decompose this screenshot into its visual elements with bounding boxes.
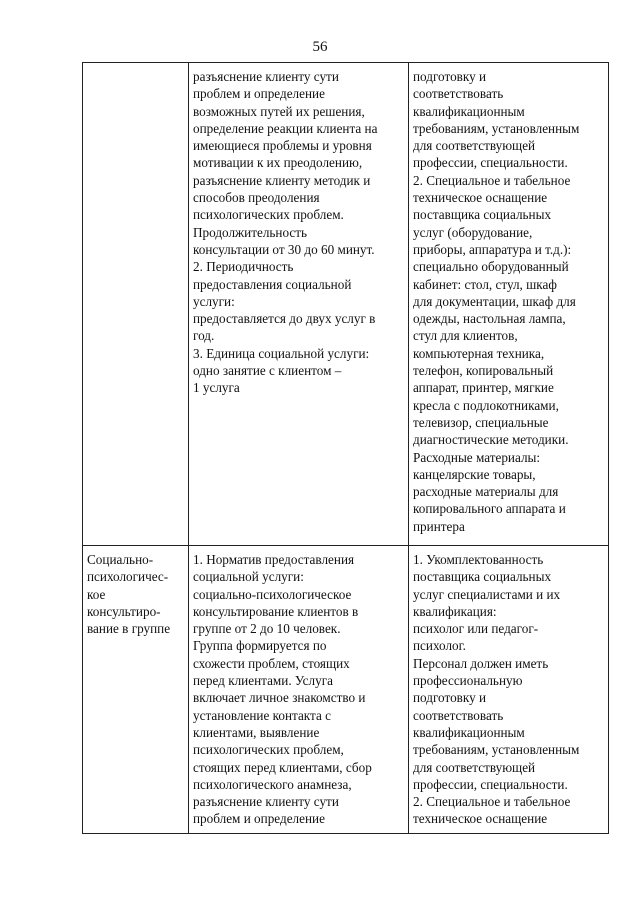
service-description-cell: 1. Норматив предоставления социальной услуги: социально-психологическое консультирование клиентов в группе от 2 до 10 человек. Группа формируется по схожести проблем, стоящих перед клиентами. Услуга включает личное знакомство и установление контакта с клиентами, выявление психологических проблем, стоящих перед клиентами, сбор психологического анамнеза, разъяснение клиенту сути проблем и определение xyxy=(189,546,409,834)
service-name-cell: Социально- психологичес- кое консультиро- вание в группе xyxy=(83,546,189,834)
page-number: 56 xyxy=(312,39,328,55)
service-requirements-cell: 1. Укомплектованность поставщика социальных услуг специалистами и их квалификация: психолог или педагог- психолог. Персонал должен иметь профессиональную подготовку и соответствовать квалификационным требованиям, установленным для соответствующей профессии, специальности. 2. Специальное и табельное техническое оснащение xyxy=(409,546,609,834)
service-requirements-cell: подготовку и соответствовать квалификационным требованиям, установленным для соответствующей профессии, специальности. 2. Специальное и табельное техническое оснащение поставщика социальных услуг (оборудование, приборы, аппаратура и т.д.): специально оборудованный кабинет: стол, стул, шкаф для документации, шкаф для одежды, настольная лампа, стул для клиентов, компьютерная техника, телефон, копировальный аппарат, принтер, мягкие кресла с подлокотниками, телевизор, специальные диагностические методики. Расходные материалы: канцелярские товары, расходные материалы для копировального аппарата и принтера xyxy=(409,63,609,546)
service-description-cell: разъяснение клиенту сути проблем и определение возможных путей их решения, определение реакции клиента на имеющиеся проблемы и уровня мотивации к их преодолению, разъяснение клиенту методик и способов преодоления психологических проблем. Продолжительность консультации от 30 до 60 минут. 2. Периодичность предоставления социальной услуги: предоставляется до двух услуг в год. 3. Единица социальной услуги: одно занятие с клиентом – 1 услуга xyxy=(189,63,409,546)
table-row xyxy=(83,63,609,546)
table-row xyxy=(83,546,609,834)
service-standards-table xyxy=(82,62,609,834)
service-name-cell xyxy=(83,63,189,546)
